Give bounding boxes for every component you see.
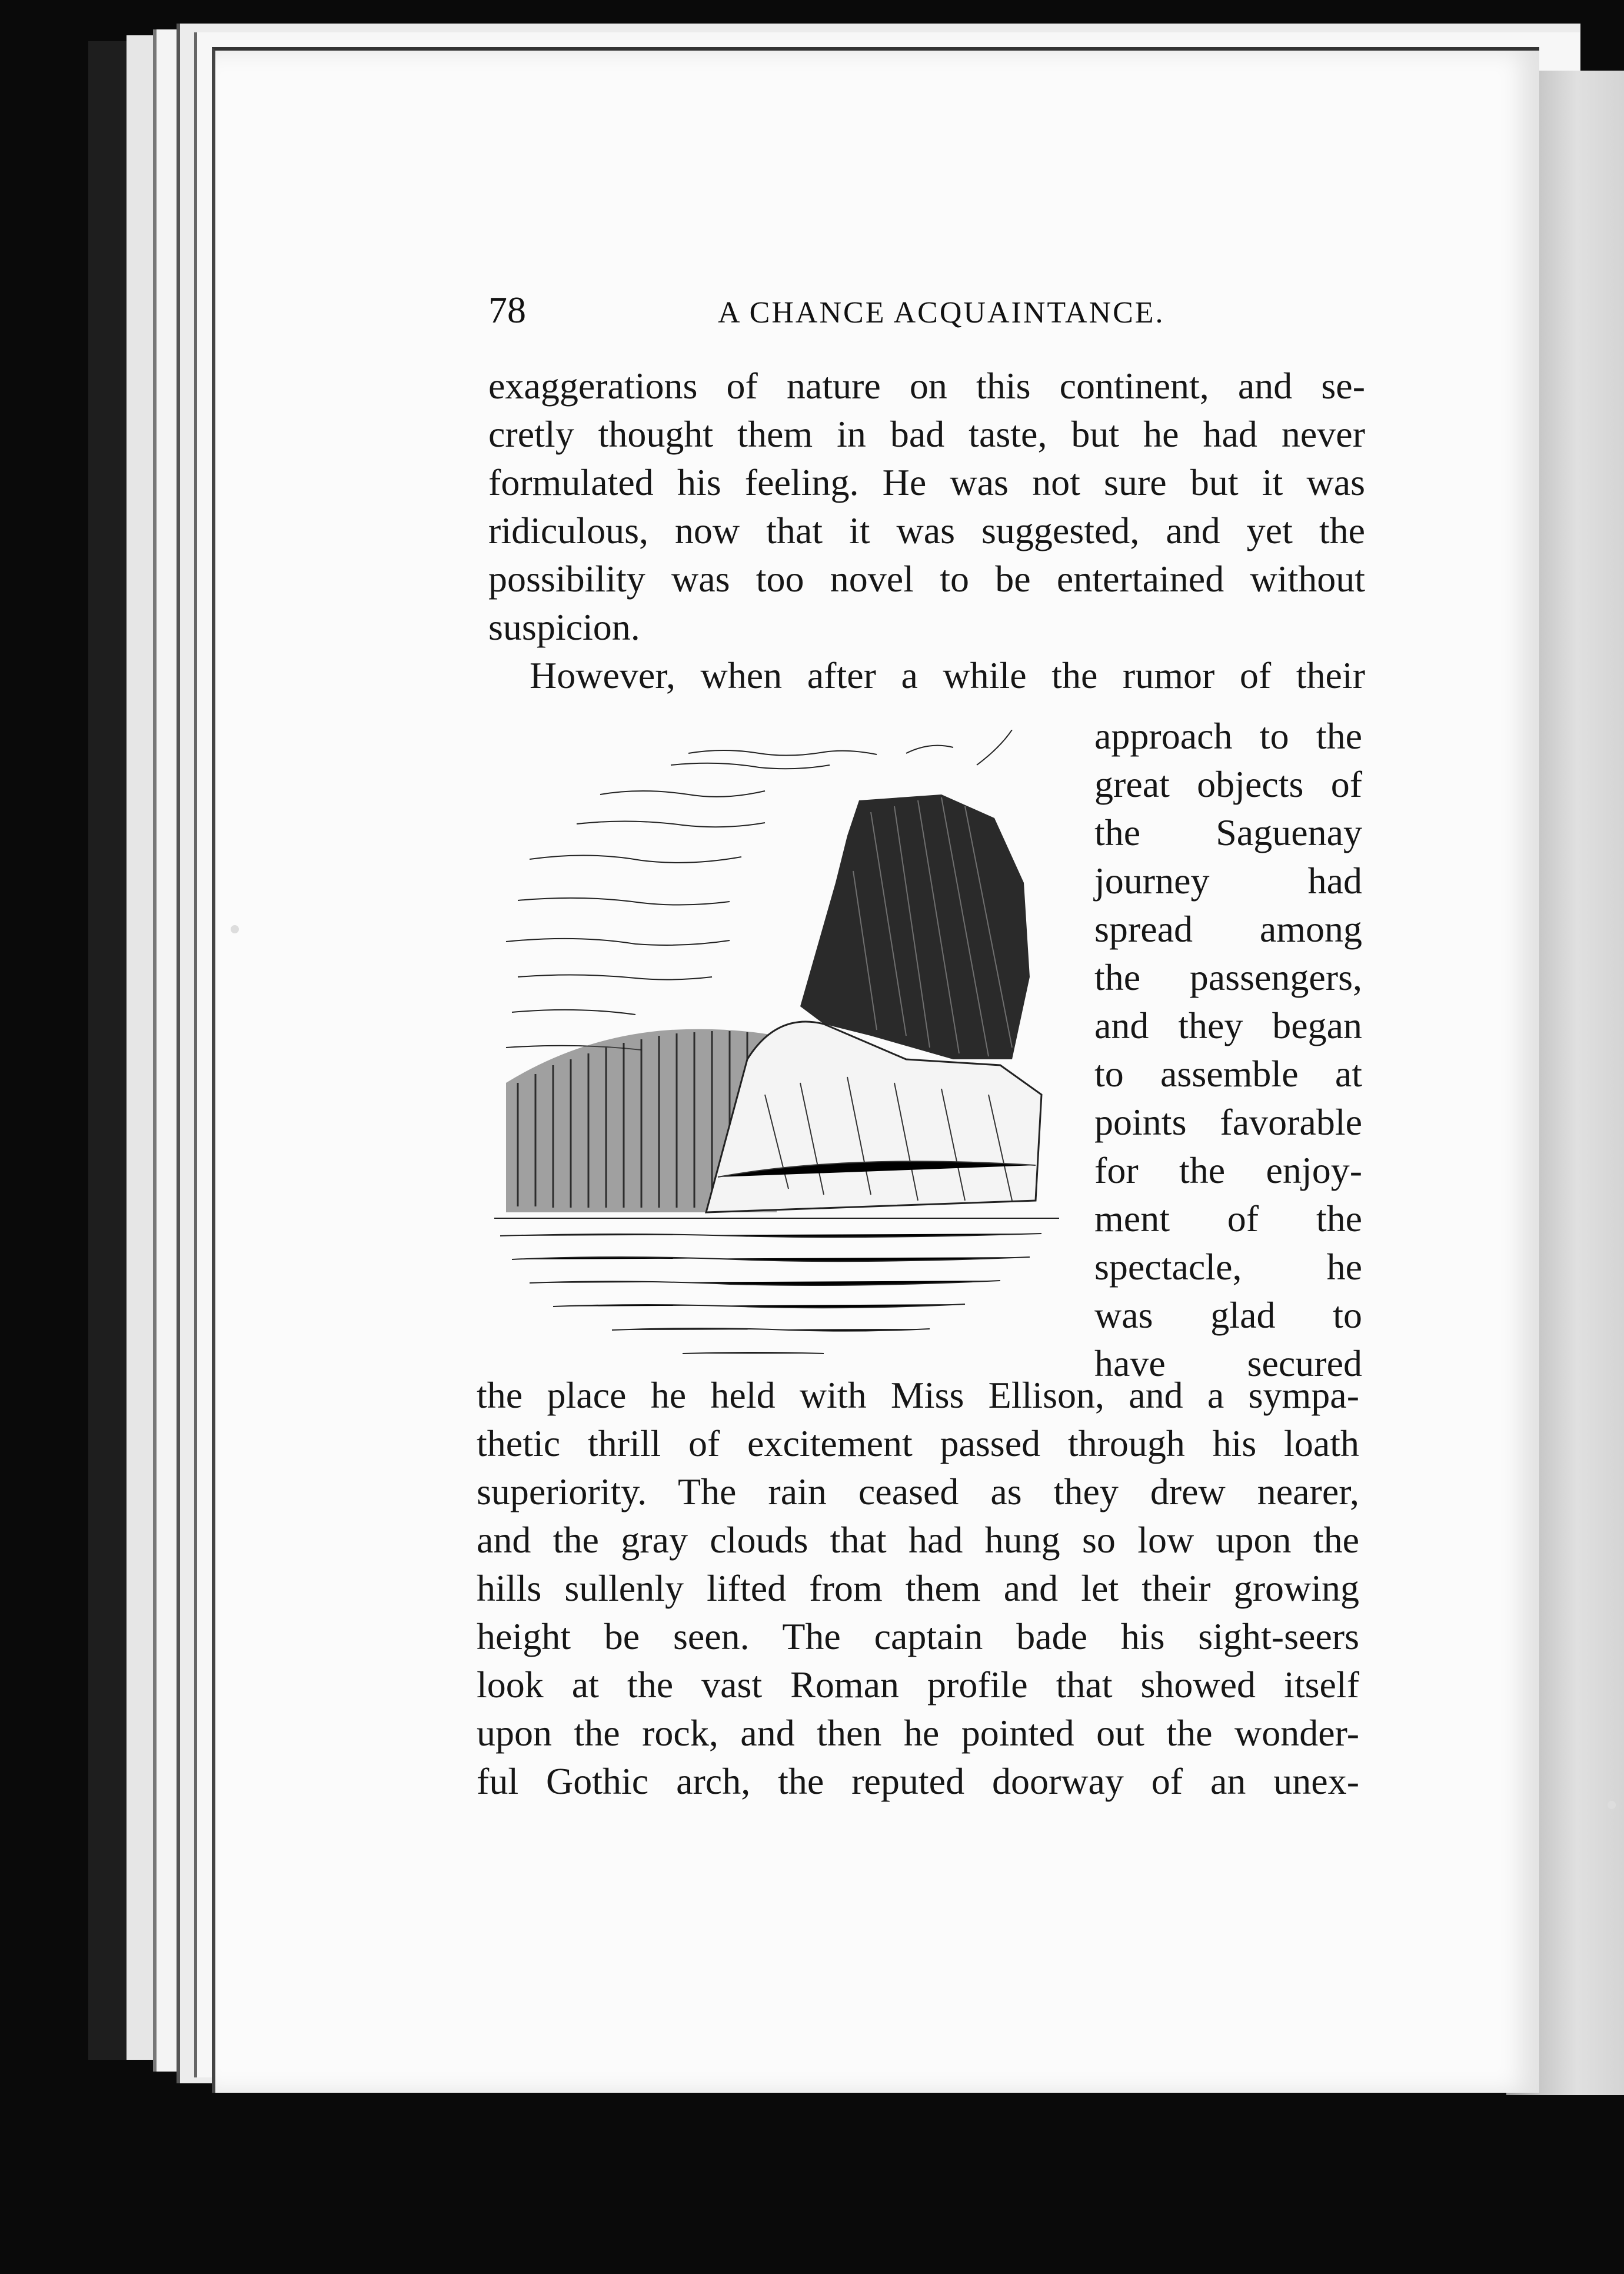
cliff-illustration <box>494 730 1071 1365</box>
paragraph-2-continued <box>477 1371 1359 1806</box>
text-line: look at the vast Roman profile that showed itself <box>477 1664 1359 1706</box>
page-number: 78 <box>488 289 526 331</box>
text-line: ful Gothic arch, the reputed doorway of an unex- <box>477 1760 1359 1802</box>
text-line: journey had <box>1094 860 1362 902</box>
text-line: have secured <box>1094 1342 1362 1384</box>
text-line: superiority. The rain ceased as they drew nearer, <box>477 1471 1359 1512</box>
text-line: great objects of <box>1094 763 1362 805</box>
text-line: height be seen. The captain bade his sight-seers <box>477 1615 1359 1657</box>
text-line: However, when after a while the rumor of their <box>530 654 1365 696</box>
text-line: the passengers, <box>1094 956 1362 998</box>
text-line: upon the rock, and then he pointed out the wonder- <box>477 1712 1359 1754</box>
text-line: to assemble at <box>1094 1053 1362 1095</box>
running-head <box>488 288 1371 341</box>
text-line: and the gray clouds that had hung so low upon the <box>477 1519 1359 1561</box>
text-line: for the enjoy- <box>1094 1149 1362 1191</box>
text-line: formulated his feeling. He was not sure but it was <box>488 461 1365 503</box>
paragraph-2-beside-figure <box>1094 712 1362 1388</box>
text-line: hills sullenly lifted from them and let their growing <box>477 1567 1359 1609</box>
text-line: spectacle, he <box>1094 1246 1362 1288</box>
text-line: the Saguenay <box>1094 812 1362 853</box>
speck <box>231 925 239 933</box>
text-line: the place he held with Miss Ellison, and a sympa- <box>477 1374 1359 1416</box>
text-line: suspicion. <box>488 606 640 648</box>
text-line: possibility was too novel to be entertained without <box>488 558 1365 600</box>
text-line: exaggerations of nature on this continent, and se- <box>488 365 1365 407</box>
text-line: and they began <box>1094 1005 1362 1046</box>
text-line: spread among <box>1094 908 1362 950</box>
text-line: ment of the <box>1094 1198 1362 1239</box>
text-line: cretly thought them in bad taste, but he had never <box>488 413 1365 455</box>
text-line: was glad to <box>1094 1294 1362 1336</box>
paragraph-1 <box>488 362 1365 700</box>
text-line: thetic thrill of excitement passed through his loath <box>477 1422 1359 1464</box>
speck <box>1608 1801 1616 1809</box>
text-line: points favorable <box>1094 1101 1362 1143</box>
running-title: A CHANCE ACQUAINTANCE. <box>718 296 1165 330</box>
text-line: ridiculous, now that it was suggested, and yet the <box>488 510 1365 551</box>
text-line: approach to the <box>1094 715 1362 757</box>
